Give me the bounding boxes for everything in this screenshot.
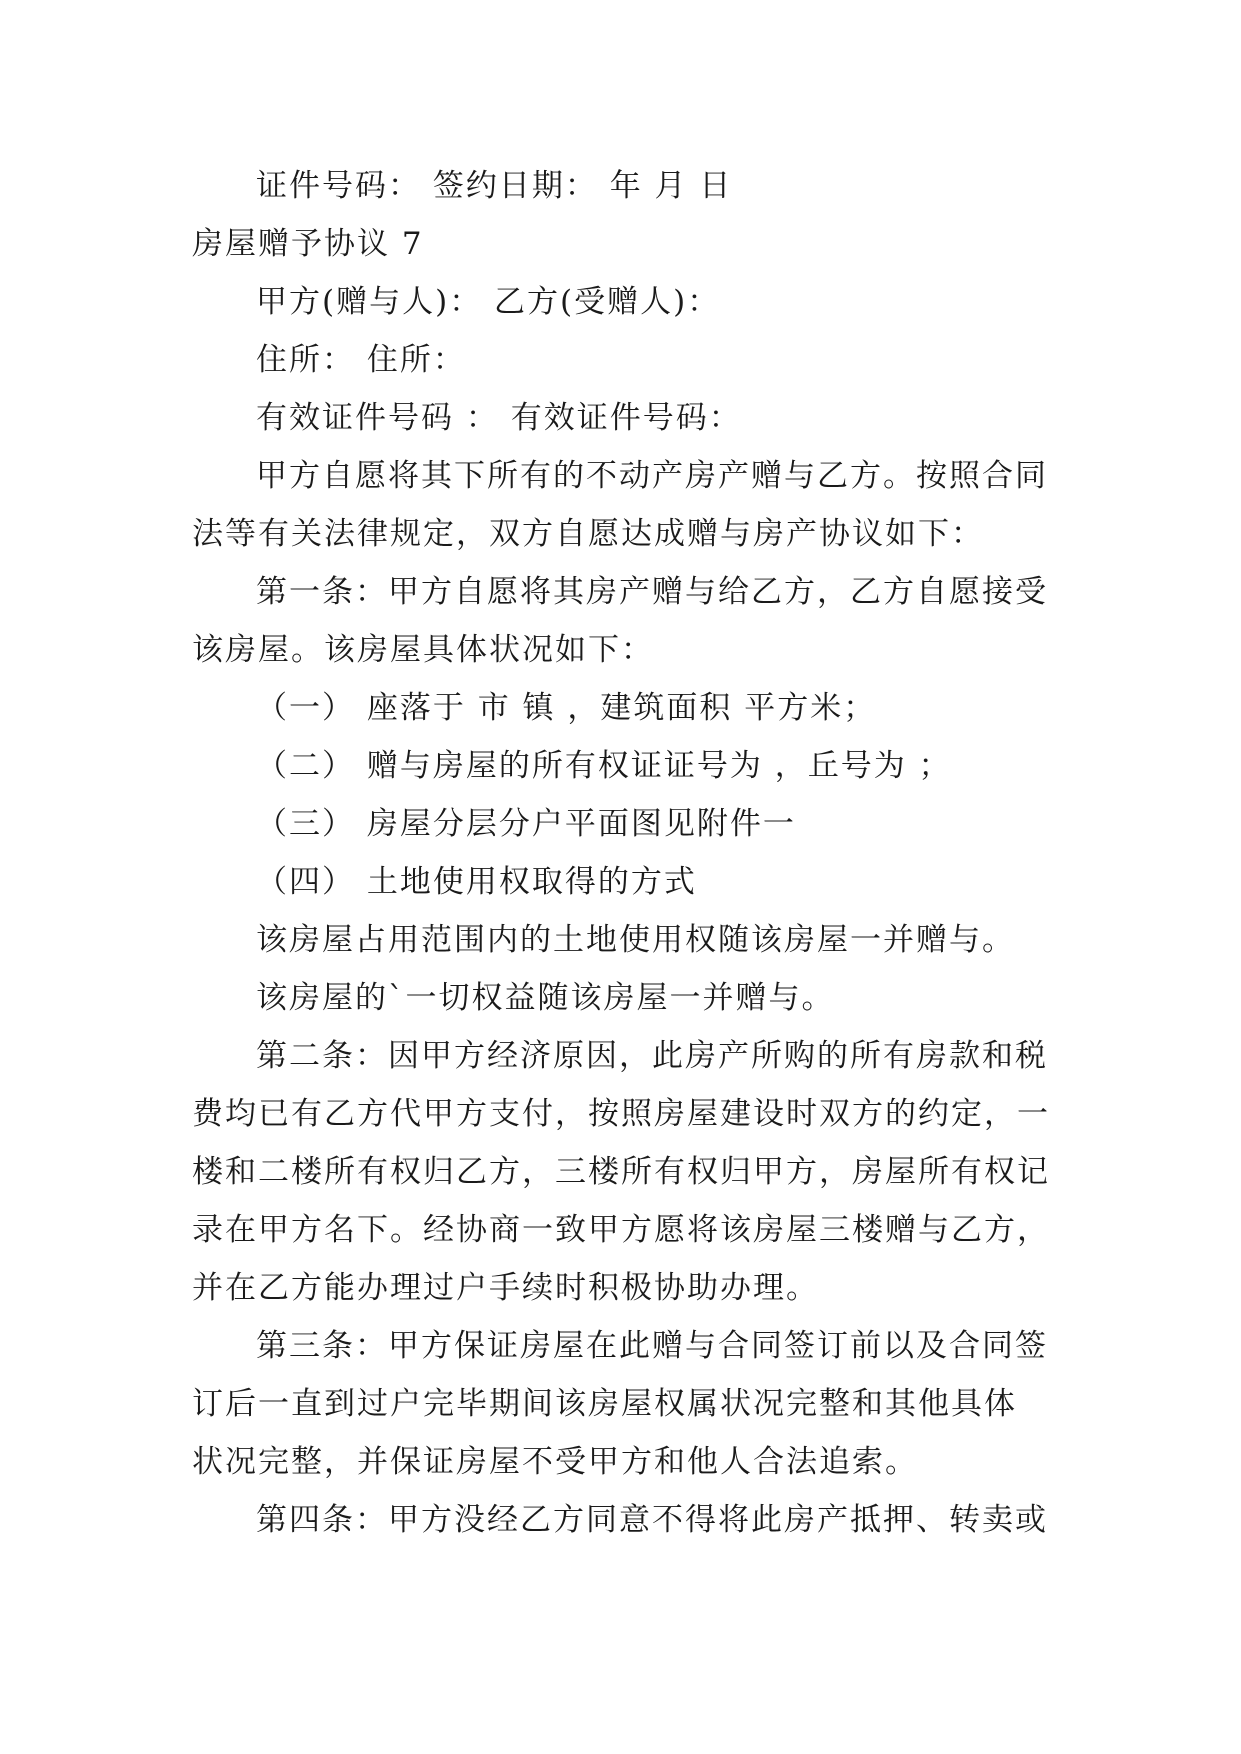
id-number-line: 有效证件号码 ： 有效证件号码： (256, 400, 742, 436)
list-item-line: （四） 土地使用权取得的方式 (256, 864, 697, 900)
document-title: 房屋赠予协议 7 (192, 226, 424, 262)
article-2-line: 楼和二楼所有权归乙方，三楼所有权归甲方，房屋所有权记 (192, 1154, 1050, 1190)
paragraph-line: 该房屋占用范围内的土地使用权随该房屋一并赠与。 (256, 922, 1015, 958)
article-2-line: 费均已有乙方代甲方支付，按照房屋建设时双方的约定，一 (192, 1096, 1050, 1132)
article-4-line: 第四条：甲方没经乙方同意不得将此房产抵押、转卖或 (256, 1502, 1048, 1538)
article-2-line: 录在甲方名下。经协商一致甲方愿将该房屋三楼赠与乙方， (192, 1212, 1050, 1248)
list-item-line: （二） 赠与房屋的所有权证证号为 ，丘号为 ； (256, 748, 952, 784)
paragraph-line: 法等有关法律规定，双方自愿达成赠与房产协议如下： (192, 516, 984, 552)
article-1-line: 该房屋。该房屋具体状况如下： (192, 632, 654, 668)
paragraph-line: 甲方自愿将其下所有的不动产房产赠与乙方。按照合同 (256, 458, 1048, 494)
article-3-line: 状况完整，并保证房屋不受甲方和他人合法追索。 (192, 1444, 918, 1480)
paragraph-line: 该房屋的`一切权益随该房屋一并赠与。 (256, 980, 835, 1016)
list-item-line: （三） 房屋分层分户平面图见附件一 (256, 806, 796, 842)
parties-line: 甲方(赠与人)： 乙方(受赠人)： (256, 284, 721, 320)
signing-info-line: 证件号码： 签约日期： 年 月 日 (256, 168, 733, 204)
article-2-line: 第二条：因甲方经济原因，此房产所购的所有房款和税 (256, 1038, 1048, 1074)
list-item-line: （一） 座落于 市 镇 ，建筑面积 平方米； (256, 690, 877, 726)
article-1-line: 第一条：甲方自愿将其房产赠与给乙方，乙方自愿接受 (256, 574, 1048, 610)
address-line: 住所： 住所： (256, 342, 466, 378)
article-3-line: 订后一直到过户完毕期间该房屋权属状况完整和其他具体 (192, 1386, 1017, 1422)
article-2-line: 并在乙方能办理过户手续时积极协助办理。 (192, 1270, 819, 1306)
article-3-line: 第三条：甲方保证房屋在此赠与合同签订前以及合同签 (256, 1328, 1048, 1364)
